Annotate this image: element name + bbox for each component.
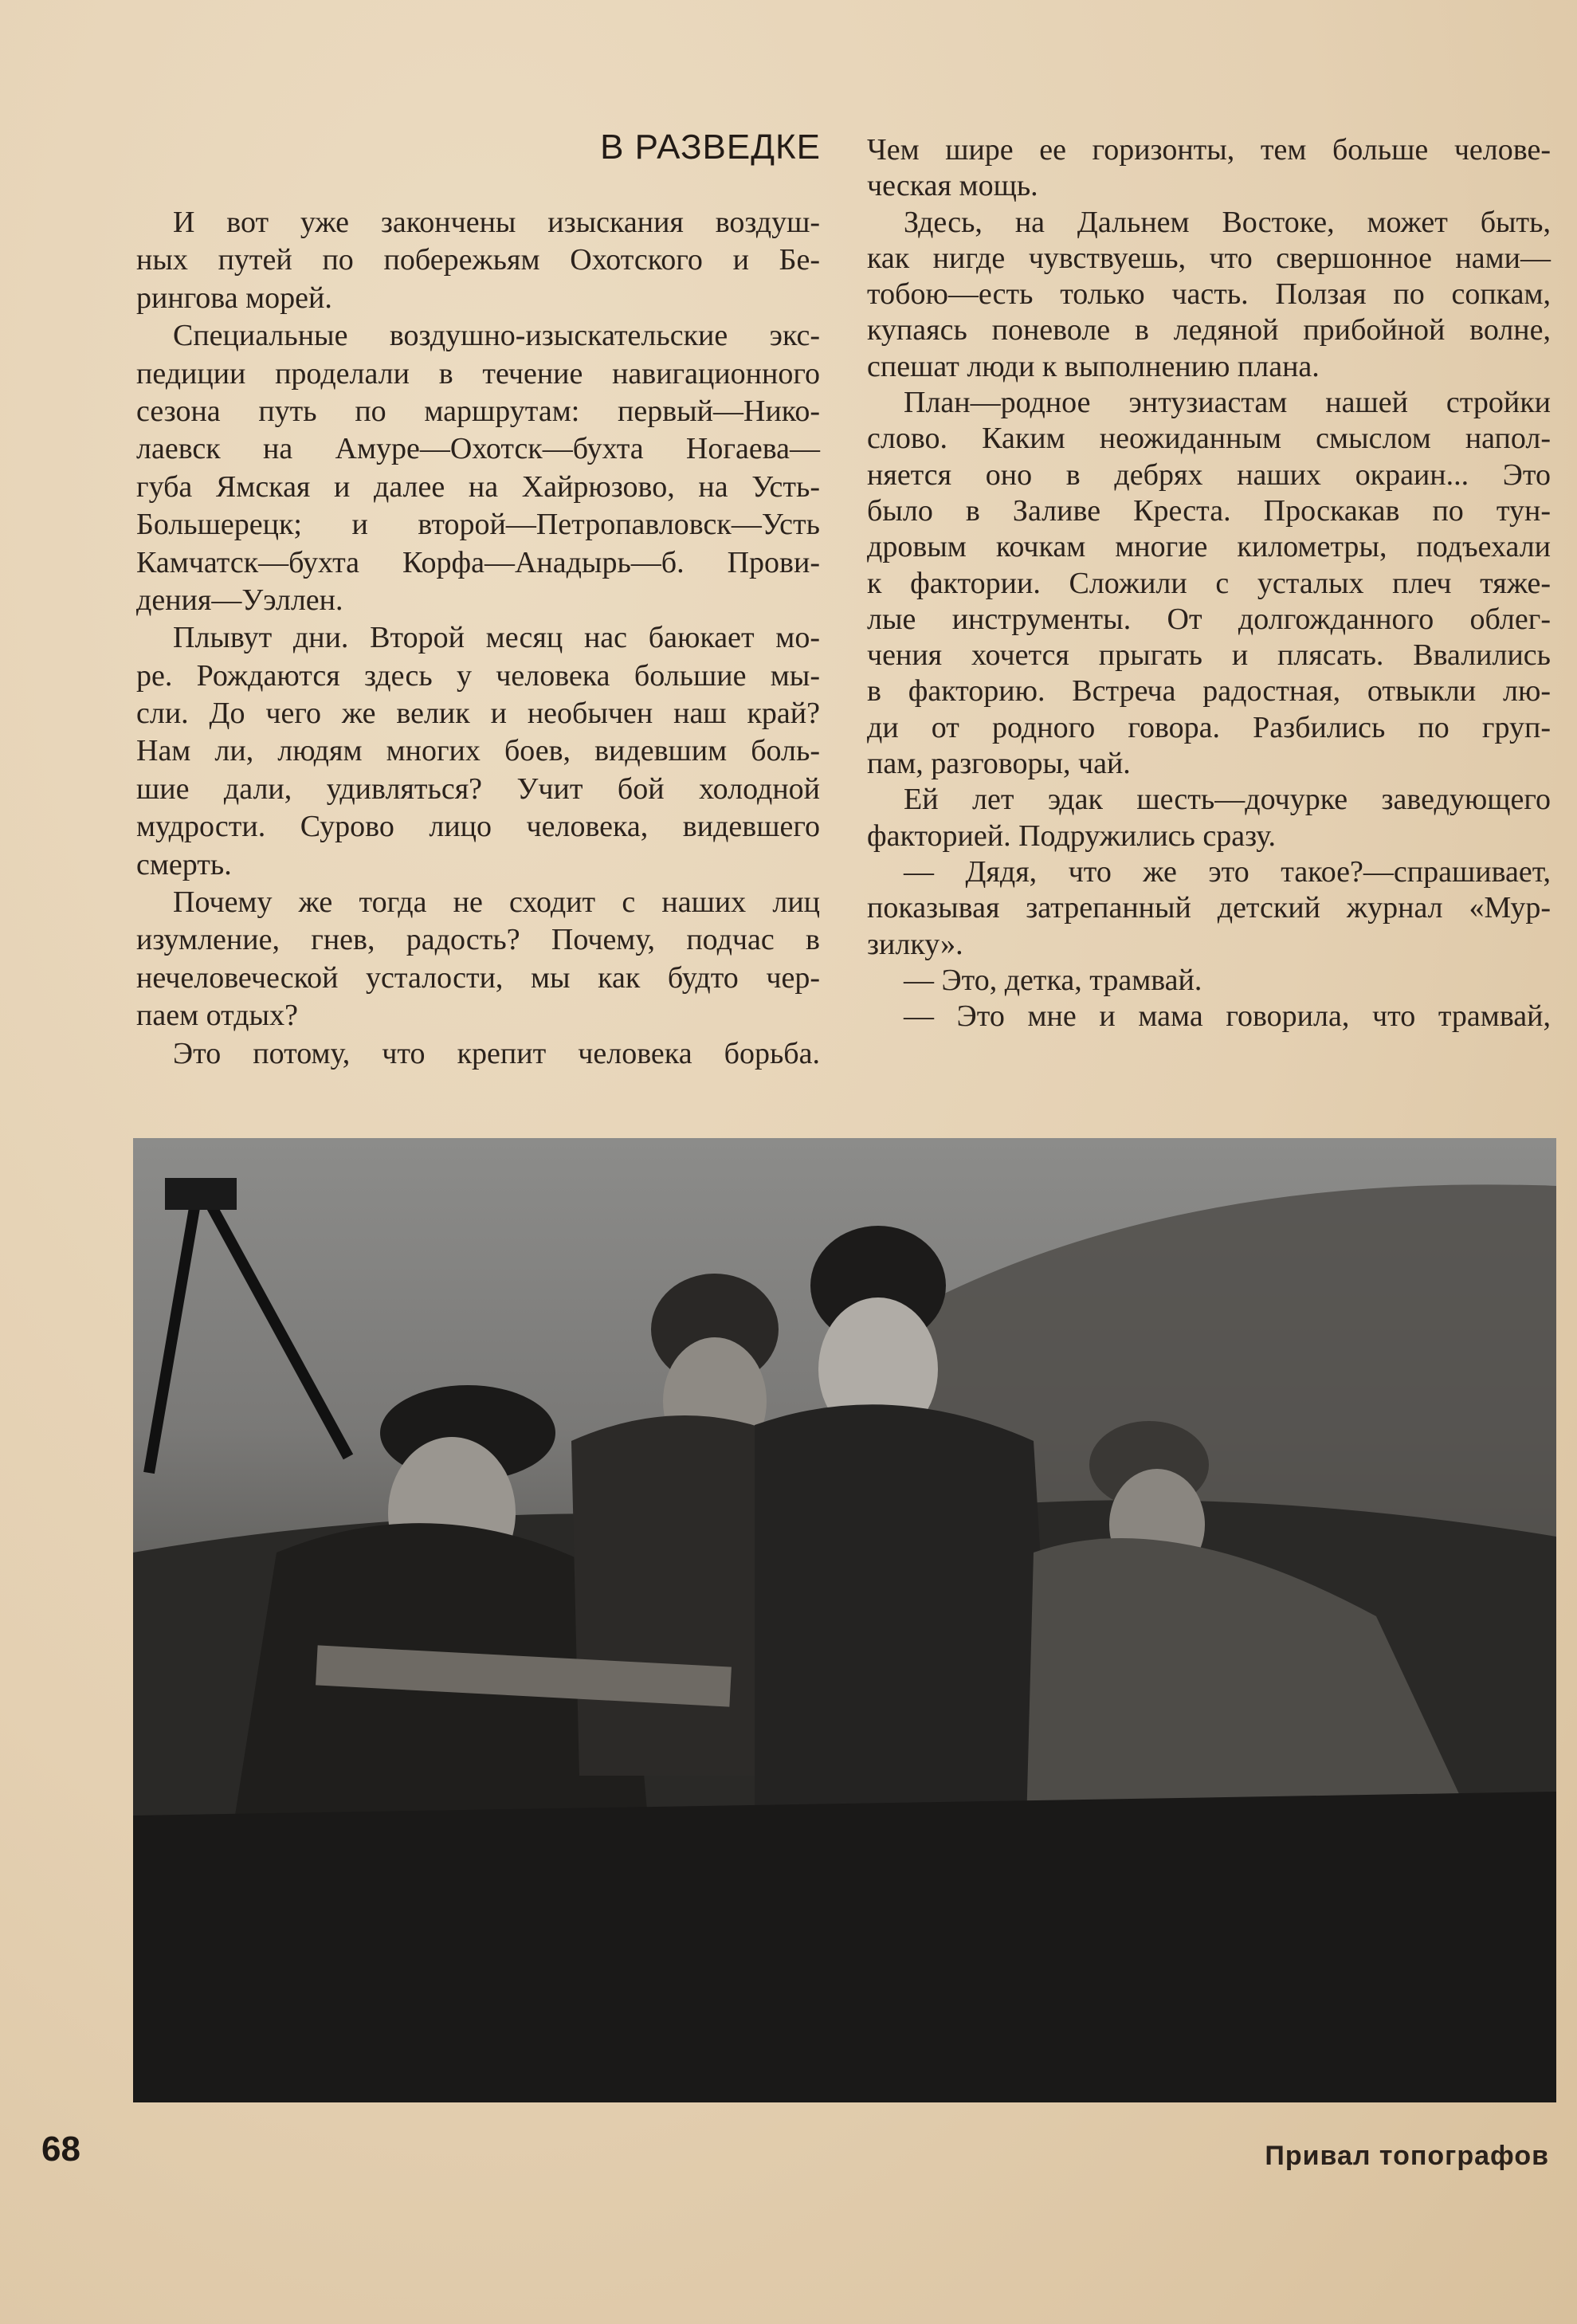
text-line: Ей лет эдак шесть—дочурке заведующего bbox=[904, 783, 1551, 817]
text-line: И вот уже закончены изыскания воздуш- bbox=[173, 206, 820, 239]
text-line: Почему же тогда не сходит с наших лиц bbox=[173, 885, 820, 920]
text-line: пам, разговоры, чай. bbox=[867, 747, 1131, 781]
text-column-right bbox=[867, 132, 1551, 1034]
text-line: как нигде чувствуешь, что свершонное нами— bbox=[867, 241, 1551, 275]
text-line: дровым кочкам многие километры, подъехали bbox=[867, 530, 1551, 564]
text-line: Это потому, что крепит человека борьба. bbox=[173, 1036, 820, 1070]
page-number: 68 bbox=[41, 2130, 80, 2169]
photo-image bbox=[133, 1138, 1556, 2102]
text-line: — Дядя, что же это такое?—спрашивает, bbox=[904, 854, 1551, 889]
text-line: изумление, гнев, радость? Почему, подчас в bbox=[136, 923, 820, 957]
text-line: нечеловеческой усталости, мы как будто чер- bbox=[136, 960, 820, 995]
text-line: зилку». bbox=[867, 927, 963, 961]
text-line: ре. Рождаются здесь у человека большие мы- bbox=[136, 658, 820, 693]
text-line: паем отдых? bbox=[136, 999, 298, 1033]
text-line: шие дали, удивляться? Учит бой холодной bbox=[136, 771, 820, 806]
text-line: мудрости. Сурово лицо человека, видевшего bbox=[136, 810, 820, 844]
text-line: в факторию. Встреча радостная, отвыкли лю- bbox=[867, 674, 1551, 709]
text-line: губа Ямская и далее на Хайрюзово, на Усть- bbox=[136, 469, 820, 504]
text-line: Плывут дни. Второй месяц нас баюкает мо- bbox=[173, 621, 820, 655]
text-line: ди от родного говора. Разбились по груп- bbox=[867, 710, 1551, 744]
text-line: лаевск на Амуре—Охотск—бухта Ногаева— bbox=[136, 432, 820, 466]
text-line: Нам ли, людям многих боев, видевшим боль- bbox=[136, 734, 820, 768]
text-line: рингова морей. bbox=[136, 281, 332, 315]
text-line: ных путей по побережьям Охотского и Бе- bbox=[136, 243, 820, 277]
text-line: Большерецк; и второй—Петропавловск—Усть bbox=[136, 508, 820, 542]
text-line: сезона путь по маршрутам: первый—Нико- bbox=[136, 394, 820, 428]
text-line: тобою—есть только часть. Ползая по сопкам, bbox=[867, 277, 1551, 312]
text-line: — Это, детка, трамвай. bbox=[904, 963, 1202, 997]
text-line: Специальные воздушно-изыскательские экс- bbox=[173, 319, 820, 353]
text-line: лые инструменты. От долгожданного облег- bbox=[867, 602, 1551, 636]
text-line: купаясь поневоле в ледяной прибойной волне, bbox=[867, 313, 1551, 347]
text-column-left bbox=[136, 204, 820, 1073]
text-line: Чем шире ее горизонты, тем больше челове- bbox=[867, 133, 1551, 167]
text-line: Здесь, на Дальнем Востоке, может быть, bbox=[904, 205, 1551, 239]
text-line: показывая затрепанный детский журнал «Мур- bbox=[867, 891, 1551, 925]
text-line: дения—Уэллен. bbox=[136, 583, 343, 617]
text-line: смерть. bbox=[136, 847, 232, 881]
text-line: — Это мне и мама говорила, что трамвай, bbox=[904, 999, 1551, 1034]
photo-surveyors-resting bbox=[133, 1138, 1556, 2102]
text-line: чения хочется прыгать и плясать. Ввалились bbox=[867, 638, 1551, 673]
text-line: слово. Каким неожиданным смыслом напол- bbox=[867, 422, 1551, 456]
text-line: спешат люди к выполнению плана. bbox=[867, 349, 1320, 383]
article-title: В РАЗВЕДКЕ bbox=[600, 128, 821, 167]
text-line: няется оно в дебрях наших окраин... Это bbox=[867, 457, 1551, 492]
text-line: План—родное энтузиастам нашей стройки bbox=[904, 386, 1551, 420]
text-line: ческая мощь. bbox=[867, 169, 1038, 203]
text-line: факторией. Подружились сразу. bbox=[867, 819, 1276, 853]
photo-caption: Привал топографов bbox=[1265, 2141, 1549, 2171]
text-line: педиции проделали в течение навигационного bbox=[136, 356, 820, 391]
text-line: сли. До чего же велик и необычен наш край? bbox=[136, 697, 820, 731]
text-line: Камчатск—бухта Корфа—Анадырь—б. Прови- bbox=[136, 545, 820, 579]
text-line: было в Заливе Креста. Проскакав по тун- bbox=[867, 493, 1551, 528]
text-line: к фактории. Сложили с усталых плеч тяже- bbox=[867, 566, 1551, 600]
